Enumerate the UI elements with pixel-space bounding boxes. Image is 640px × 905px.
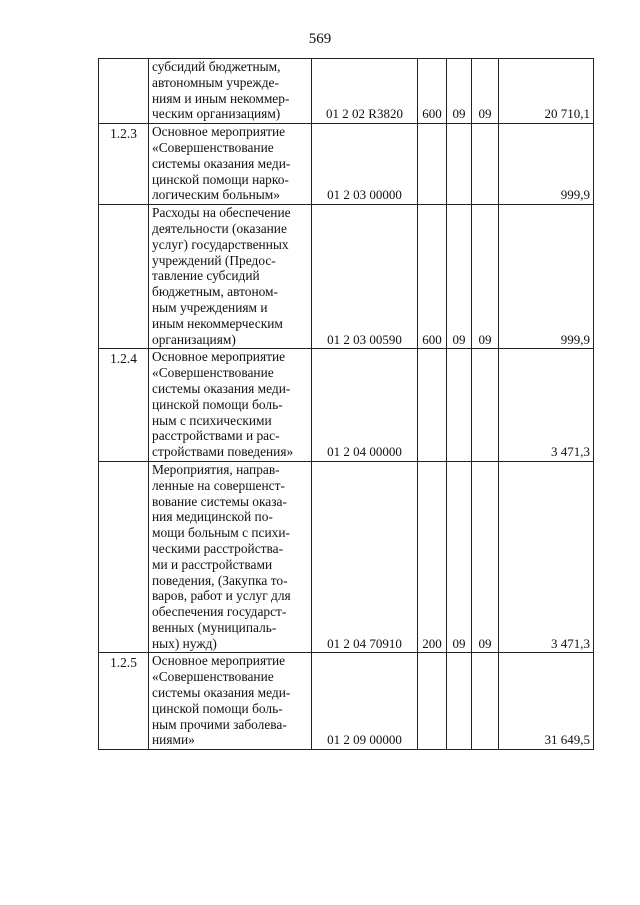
amount: 31 649,5 bbox=[499, 653, 594, 750]
item-name: Расходы на обеспечение деятельности (оказание услуг) государственных учреждений (Предос- тавление субсидий бюджетным, автоном- ным учреждениям и иным некоммерческим организациям) bbox=[149, 205, 312, 349]
item-number: 1.2.4 bbox=[99, 349, 149, 462]
budget-table bbox=[98, 58, 594, 750]
subsection-code: 09 bbox=[472, 59, 499, 124]
amount: 20 710,1 bbox=[499, 59, 594, 124]
subsection-code: 09 bbox=[472, 461, 499, 653]
page-number: 569 bbox=[308, 31, 332, 47]
subsection-code: 09 bbox=[472, 205, 499, 349]
item-name: субсидий бюджетным, автономным учрежде- ниям и иным некоммер- ческим организациям) bbox=[149, 59, 312, 124]
item-name: Мероприятия, направ- ленные на совершенст- вование системы оказа- ния медицинской по- мощи больным с психи- ческими расстройства- ми и расстройствами поведения, (Закупка то- варов, работ и услуг для обеспечения государст- венных (муниципаль- ных) нужд) bbox=[149, 461, 312, 653]
table-row bbox=[99, 124, 594, 205]
amount: 999,9 bbox=[499, 124, 594, 205]
item-number bbox=[99, 205, 149, 349]
item-name: Основное мероприятие «Совершенствование системы оказания меди- цинской помощи боль- ным прочими заболева- ниями» bbox=[149, 653, 312, 750]
section-code bbox=[447, 653, 472, 750]
target-article-code: 01 2 04 00000 bbox=[312, 349, 418, 462]
table-row bbox=[99, 59, 594, 124]
target-article-code: 01 2 03 00590 bbox=[312, 205, 418, 349]
subsection-code bbox=[472, 124, 499, 205]
target-article-code: 01 2 09 00000 bbox=[312, 653, 418, 750]
amount: 999,9 bbox=[499, 205, 594, 349]
subsection-code bbox=[472, 653, 499, 750]
target-article-code: 01 2 04 70910 bbox=[312, 461, 418, 653]
expense-type-code bbox=[418, 124, 447, 205]
section-code bbox=[447, 349, 472, 462]
expense-type-code: 600 bbox=[418, 205, 447, 349]
amount: 3 471,3 bbox=[499, 461, 594, 653]
table-row bbox=[99, 461, 594, 653]
item-number bbox=[99, 59, 149, 124]
table-row bbox=[99, 349, 594, 462]
target-article-code: 01 2 02 R3820 bbox=[312, 59, 418, 124]
expense-type-code: 600 bbox=[418, 59, 447, 124]
subsection-code bbox=[472, 349, 499, 462]
expense-type-code bbox=[418, 653, 447, 750]
item-name: Основное мероприятие «Совершенствование системы оказания меди- цинской помощи нарко- логическим больным» bbox=[149, 124, 312, 205]
item-name: Основное мероприятие «Совершенствование системы оказания меди- цинской помощи боль- ным с психическими расстройствами и рас- стройствами поведения» bbox=[149, 349, 312, 462]
table-row bbox=[99, 653, 594, 750]
table-row bbox=[99, 205, 594, 349]
item-number bbox=[99, 461, 149, 653]
section-code: 09 bbox=[447, 461, 472, 653]
item-number: 1.2.5 bbox=[99, 653, 149, 750]
section-code: 09 bbox=[447, 205, 472, 349]
expense-type-code bbox=[418, 349, 447, 462]
expense-type-code: 200 bbox=[418, 461, 447, 653]
amount: 3 471,3 bbox=[499, 349, 594, 462]
target-article-code: 01 2 03 00000 bbox=[312, 124, 418, 205]
section-code bbox=[447, 124, 472, 205]
section-code: 09 bbox=[447, 59, 472, 124]
item-number: 1.2.3 bbox=[99, 124, 149, 205]
